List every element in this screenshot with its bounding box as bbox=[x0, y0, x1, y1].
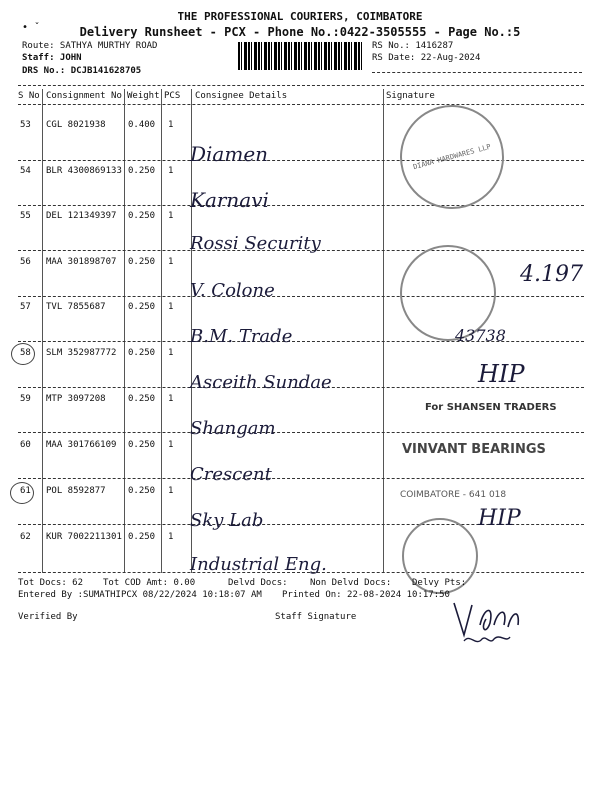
row-weight: 0.250 bbox=[128, 257, 156, 267]
col-weight: Weight bbox=[127, 91, 160, 101]
table-row bbox=[0, 257, 600, 273]
barcode bbox=[238, 42, 364, 70]
row-sno: 61 bbox=[20, 486, 31, 496]
row-pcs: 1 bbox=[168, 302, 174, 312]
tot-docs: Tot Docs: 62 bbox=[18, 578, 84, 588]
company-title: THE PROFESSIONAL COURIERS, COIMBATORE bbox=[177, 10, 423, 23]
row-rule bbox=[18, 478, 584, 479]
row-weight: 0.400 bbox=[128, 120, 156, 130]
handwritten-consignee: Industrial Eng. bbox=[190, 554, 327, 575]
row-sno: 56 bbox=[20, 257, 31, 267]
row-pcs: 1 bbox=[168, 257, 174, 267]
row-consignment: CGL 8021938 bbox=[46, 120, 106, 130]
handwritten-signature: HIP bbox=[478, 506, 521, 531]
handwritten-number: 4.197 bbox=[520, 262, 583, 287]
row-sno: 62 bbox=[20, 532, 31, 542]
table-row bbox=[0, 532, 600, 548]
row-rule bbox=[18, 205, 584, 206]
circled-mark bbox=[10, 482, 34, 504]
handwritten-consignee: Rossi Security bbox=[190, 233, 321, 254]
row-consignment: POL 8592877 bbox=[46, 486, 106, 496]
table-row bbox=[0, 166, 600, 182]
col-sno: S No bbox=[18, 91, 40, 101]
row-weight: 0.250 bbox=[128, 486, 156, 496]
row-consignment: MAA 301766109 bbox=[46, 440, 117, 450]
row-pcs: 1 bbox=[168, 532, 174, 542]
row-pcs: 1 bbox=[168, 348, 174, 358]
row-rule bbox=[18, 432, 584, 433]
drs-number: DRS No.: DCJB141628705 bbox=[22, 66, 142, 76]
table-row bbox=[0, 486, 600, 502]
table-top-rule bbox=[18, 85, 584, 86]
diana-hardwares-stamp: DIANA HARDWARES LLP bbox=[388, 93, 515, 220]
runsheet-title: Delivery Runsheet - PCX - Phone No.:0422-3505555 - Page No.:5 bbox=[79, 25, 521, 39]
shansen-stamp: For SHANSEN TRADERS bbox=[425, 402, 557, 413]
row-sno: 55 bbox=[20, 211, 31, 221]
row-weight: 0.250 bbox=[128, 211, 156, 221]
row-pcs: 1 bbox=[168, 440, 174, 450]
row-consignment: BLR 4300869133 bbox=[46, 166, 122, 176]
rs-number: RS No.: 1416287 bbox=[372, 41, 454, 51]
printed-on: Printed On: 22-08-2024 10:17:50 bbox=[282, 590, 450, 600]
entered-by: Entered By :SUMATHIPCX 08/22/2024 10:18:07 AM bbox=[18, 590, 262, 600]
row-weight: 0.250 bbox=[128, 394, 156, 404]
coimbatore-stamp: COIMBATORE - 641 018 bbox=[400, 490, 507, 500]
col-pcs: PCS bbox=[164, 91, 181, 101]
row-sno: 53 bbox=[20, 120, 31, 130]
row-sno: 60 bbox=[20, 440, 31, 450]
row-weight: 0.250 bbox=[128, 166, 156, 176]
verified-by-label: Verified By bbox=[18, 612, 78, 622]
header-divider bbox=[372, 72, 582, 73]
row-pcs: 1 bbox=[168, 486, 174, 496]
row-rule bbox=[18, 296, 584, 297]
table-row bbox=[0, 211, 600, 227]
handwritten-consignee: Sky Lab bbox=[190, 510, 264, 531]
bearings-stamp: VINVANT BEARINGS bbox=[402, 442, 546, 457]
handwritten-consignee: Asceith Sundae bbox=[190, 372, 332, 393]
row-consignment: DEL 121349397 bbox=[46, 211, 117, 221]
row-pcs: 1 bbox=[168, 394, 174, 404]
table-row bbox=[0, 120, 600, 136]
col-signature: Signature bbox=[386, 91, 435, 101]
handwritten-consignee: V. Colone bbox=[190, 280, 275, 301]
row-weight: 0.250 bbox=[128, 440, 156, 450]
row-sno: 54 bbox=[20, 166, 31, 176]
staff-signature-scribble bbox=[450, 595, 530, 650]
handwritten-consignee: Karnavi bbox=[190, 188, 269, 212]
row-weight: 0.250 bbox=[128, 532, 156, 542]
delvd-docs: Delvd Docs: bbox=[228, 578, 288, 588]
row-weight: 0.250 bbox=[128, 302, 156, 312]
handwritten-signature: HIP bbox=[478, 360, 525, 388]
row-pcs: 1 bbox=[168, 166, 174, 176]
staff-signature-label: Staff Signature bbox=[275, 612, 357, 622]
handwritten-consignee: B.M. Trade bbox=[190, 326, 293, 347]
row-pcs: 1 bbox=[168, 211, 174, 221]
row-consignment: TVL 7855687 bbox=[46, 302, 106, 312]
rs-date: RS Date: 22-Aug-2024 bbox=[372, 53, 481, 63]
row-sno: 58 bbox=[20, 348, 31, 358]
tot-cod-amt: Tot COD Amt: 0.00 bbox=[103, 578, 196, 588]
row-consignment: SLM 352987772 bbox=[46, 348, 117, 358]
row-consignment: MTP 3097208 bbox=[46, 394, 106, 404]
header-rule bbox=[18, 104, 584, 105]
col-consignment: Consignment No bbox=[46, 91, 122, 101]
row-consignment: MAA 301898707 bbox=[46, 257, 117, 267]
handwritten-consignee: Shangam bbox=[190, 418, 276, 439]
handwritten-consignee: Diamen bbox=[190, 142, 269, 166]
row-weight: 0.250 bbox=[128, 348, 156, 358]
corner-mark: • ˇ bbox=[22, 22, 41, 33]
staff-label: Staff: JOHN bbox=[22, 53, 82, 63]
row-consignment: KUR 7002211301 bbox=[46, 532, 122, 542]
handwritten-consignee: Crescent bbox=[190, 464, 272, 485]
table-row bbox=[0, 302, 600, 318]
col-consignee: Consignee Details bbox=[195, 91, 288, 101]
non-delvd-docs: Non Delvd Docs: bbox=[310, 578, 392, 588]
route-label: Route: SATHYA MURTHY ROAD bbox=[22, 41, 158, 51]
delvy-pts: Delvy Pts: bbox=[412, 578, 467, 588]
circled-mark bbox=[11, 343, 35, 365]
row-pcs: 1 bbox=[168, 120, 174, 130]
row-sno: 57 bbox=[20, 302, 31, 312]
row-sno: 59 bbox=[20, 394, 31, 404]
handwritten-number: 43738 bbox=[455, 326, 506, 345]
